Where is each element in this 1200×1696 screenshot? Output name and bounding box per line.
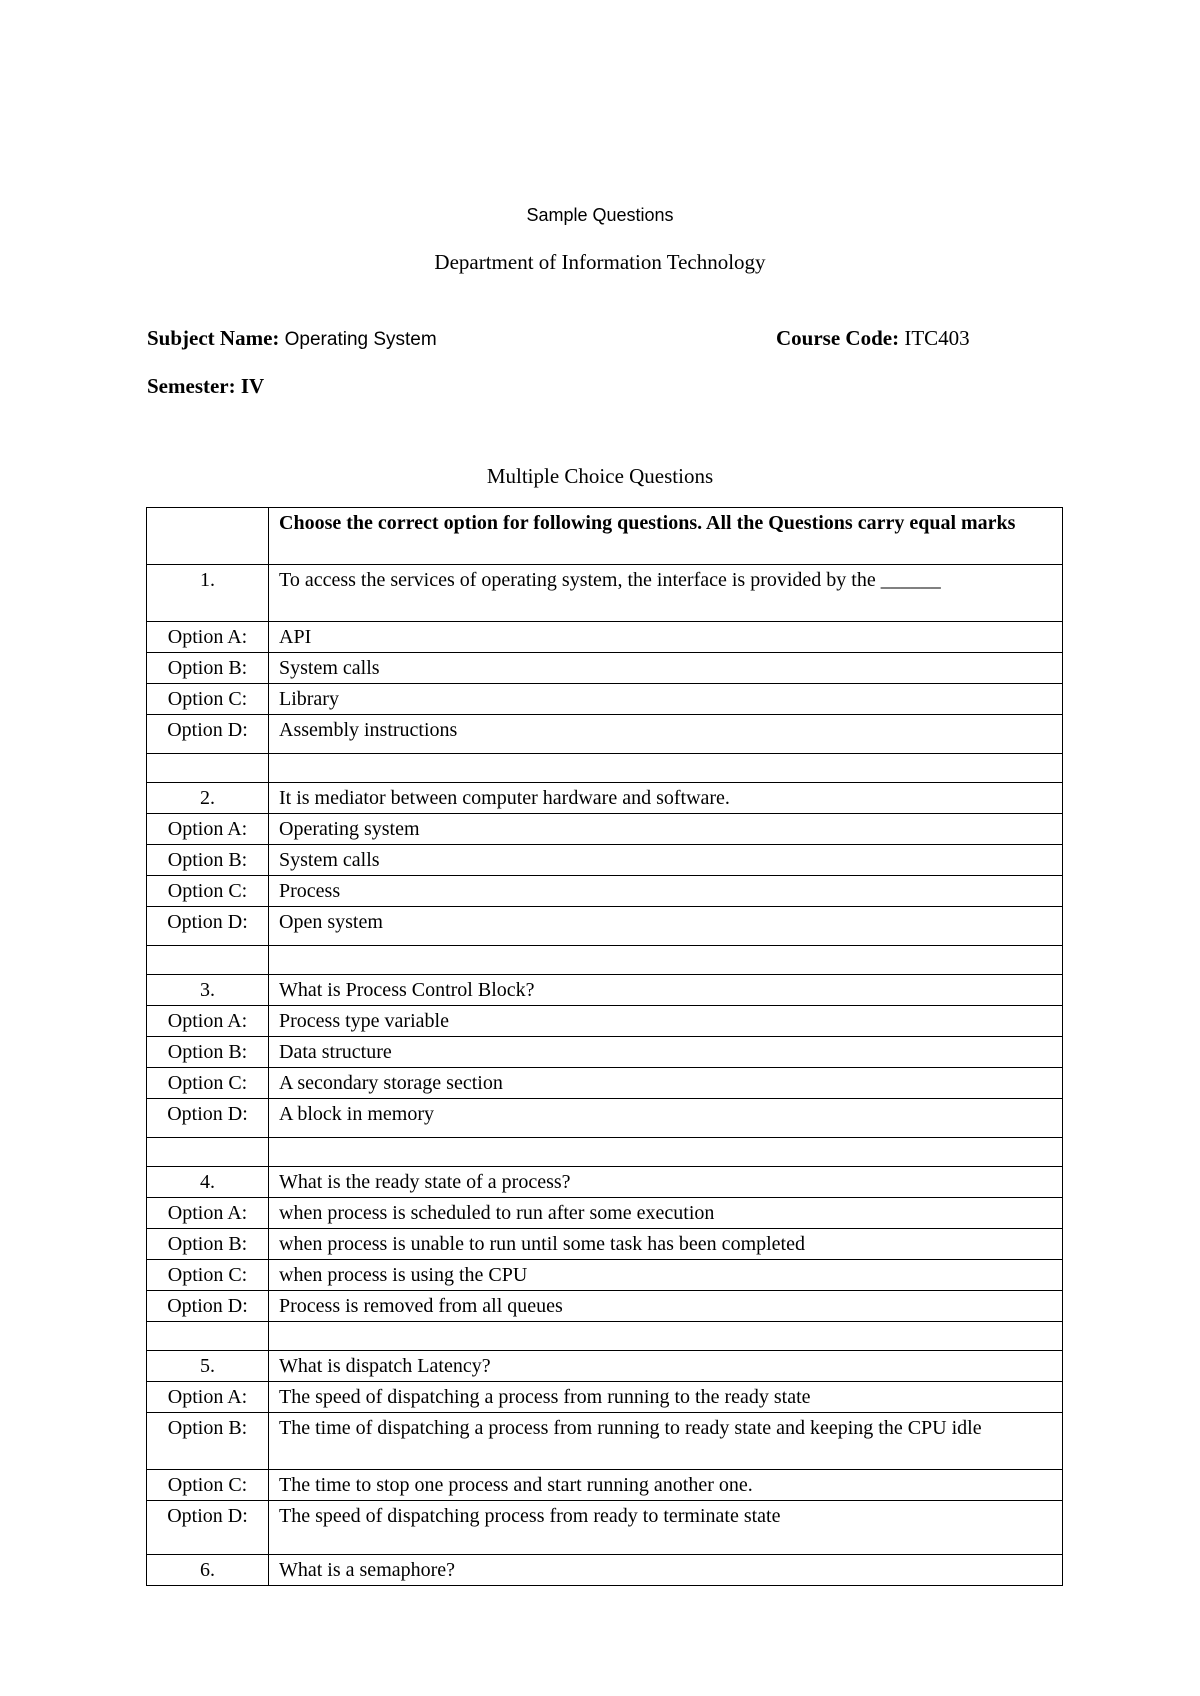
- option-text: Process type variable: [269, 1006, 1063, 1037]
- course-label: Course Code:: [776, 326, 900, 350]
- option-text: Process: [269, 876, 1063, 907]
- spacer-cell: [147, 946, 269, 975]
- option-label: Option A:: [147, 1198, 269, 1229]
- option-label: Option B:: [147, 653, 269, 684]
- question-row: [147, 975, 1063, 1006]
- option-row: [147, 1260, 1063, 1291]
- option-row: [147, 814, 1063, 845]
- question-number: 1.: [147, 565, 269, 622]
- option-text: when process is scheduled to run after some execution: [269, 1198, 1063, 1229]
- question-number: 5.: [147, 1351, 269, 1382]
- question-text: What is a semaphore?: [269, 1555, 1063, 1586]
- semester-label: Semester:: [147, 374, 236, 398]
- table-header-row: [147, 508, 1063, 565]
- option-label: Option A:: [147, 814, 269, 845]
- subject-line: [147, 326, 437, 351]
- spacer-cell: [147, 1322, 269, 1351]
- option-row: [147, 907, 1063, 946]
- spacer-cell: [269, 754, 1063, 783]
- table-header-empty-cell: [147, 508, 269, 565]
- option-text: when process is unable to run until some task has been completed: [269, 1229, 1063, 1260]
- question-text: To access the services of operating system, the interface is provided by the ______: [269, 565, 1063, 622]
- option-text: Operating system: [269, 814, 1063, 845]
- question-text: What is Process Control Block?: [269, 975, 1063, 1006]
- option-text: Open system: [269, 907, 1063, 946]
- option-row: [147, 684, 1063, 715]
- option-row: [147, 1037, 1063, 1068]
- option-label: Option B:: [147, 1229, 269, 1260]
- option-text: A secondary storage section: [269, 1068, 1063, 1099]
- option-label: Option D:: [147, 1291, 269, 1322]
- question-row: [147, 783, 1063, 814]
- option-row: [147, 1382, 1063, 1413]
- question-row: [147, 1351, 1063, 1382]
- mcq-table: [146, 507, 1063, 1586]
- option-text: when process is using the CPU: [269, 1260, 1063, 1291]
- option-row: [147, 1291, 1063, 1322]
- option-label: Option D:: [147, 1501, 269, 1555]
- option-label: Option B:: [147, 845, 269, 876]
- option-label: Option D:: [147, 715, 269, 754]
- spacer-cell: [269, 946, 1063, 975]
- option-row: [147, 1068, 1063, 1099]
- course-value: ITC403: [904, 326, 970, 350]
- option-text: API: [269, 622, 1063, 653]
- spacer-row: [147, 754, 1063, 783]
- semester-value: IV: [240, 374, 265, 398]
- spacer-row: [147, 946, 1063, 975]
- option-text: System calls: [269, 845, 1063, 876]
- option-label: Option B:: [147, 1037, 269, 1068]
- option-text: A block in memory: [269, 1099, 1063, 1138]
- question-text: It is mediator between computer hardware and software.: [269, 783, 1063, 814]
- instruction-cell: Choose the correct option for following questions. All the Questions carry equal marks: [269, 508, 1063, 565]
- option-row: [147, 1099, 1063, 1138]
- option-text: Library: [269, 684, 1063, 715]
- option-label: Option C:: [147, 876, 269, 907]
- spacer-cell: [269, 1138, 1063, 1167]
- spacer-cell: [147, 1138, 269, 1167]
- option-label: Option C:: [147, 1260, 269, 1291]
- option-text: The time to stop one process and start running another one.: [269, 1470, 1063, 1501]
- spacer-cell: [147, 754, 269, 783]
- question-row: [147, 1167, 1063, 1198]
- option-text: The speed of dispatching process from ready to terminate state: [269, 1501, 1063, 1555]
- question-number: 6.: [147, 1555, 269, 1586]
- option-row: [147, 876, 1063, 907]
- option-text: System calls: [269, 653, 1063, 684]
- document-title: Sample Questions: [526, 205, 674, 225]
- option-row: [147, 1413, 1063, 1470]
- option-row: [147, 845, 1063, 876]
- option-row: [147, 715, 1063, 754]
- spacer-row: [147, 1138, 1063, 1167]
- option-text: Assembly instructions: [269, 715, 1063, 754]
- semester-line: [147, 374, 264, 399]
- question-row: [147, 1555, 1063, 1586]
- option-row: [147, 1229, 1063, 1260]
- option-text: The speed of dispatching a process from running to the ready state: [269, 1382, 1063, 1413]
- option-row: [147, 1198, 1063, 1229]
- option-row: [147, 1501, 1063, 1555]
- option-label: Option B:: [147, 1413, 269, 1470]
- question-number: 3.: [147, 975, 269, 1006]
- option-text: Process is removed from all queues: [269, 1291, 1063, 1322]
- option-text: The time of dispatching a process from running to ready state and keeping the CPU idle: [269, 1413, 1063, 1470]
- question-text: What is dispatch Latency?: [269, 1351, 1063, 1382]
- option-label: Option A:: [147, 622, 269, 653]
- question-number: 4.: [147, 1167, 269, 1198]
- section-title: Multiple Choice Questions: [486, 464, 714, 488]
- option-row: [147, 622, 1063, 653]
- subject-label: Subject Name:: [147, 326, 280, 350]
- question-text: What is the ready state of a process?: [269, 1167, 1063, 1198]
- department-name: Department of Information Technology: [434, 250, 766, 274]
- question-row: [147, 565, 1063, 622]
- spacer-row: [147, 1322, 1063, 1351]
- option-row: [147, 1006, 1063, 1037]
- option-label: Option C:: [147, 684, 269, 715]
- course-line: [776, 326, 970, 351]
- option-label: Option A:: [147, 1006, 269, 1037]
- subject-value: Operating System: [284, 329, 437, 350]
- question-number: 2.: [147, 783, 269, 814]
- option-label: Option A:: [147, 1382, 269, 1413]
- option-row: [147, 1470, 1063, 1501]
- spacer-cell: [269, 1322, 1063, 1351]
- option-label: Option C:: [147, 1068, 269, 1099]
- option-text: Data structure: [269, 1037, 1063, 1068]
- option-label: Option D:: [147, 907, 269, 946]
- option-label: Option C:: [147, 1470, 269, 1501]
- option-label: Option D:: [147, 1099, 269, 1138]
- option-row: [147, 653, 1063, 684]
